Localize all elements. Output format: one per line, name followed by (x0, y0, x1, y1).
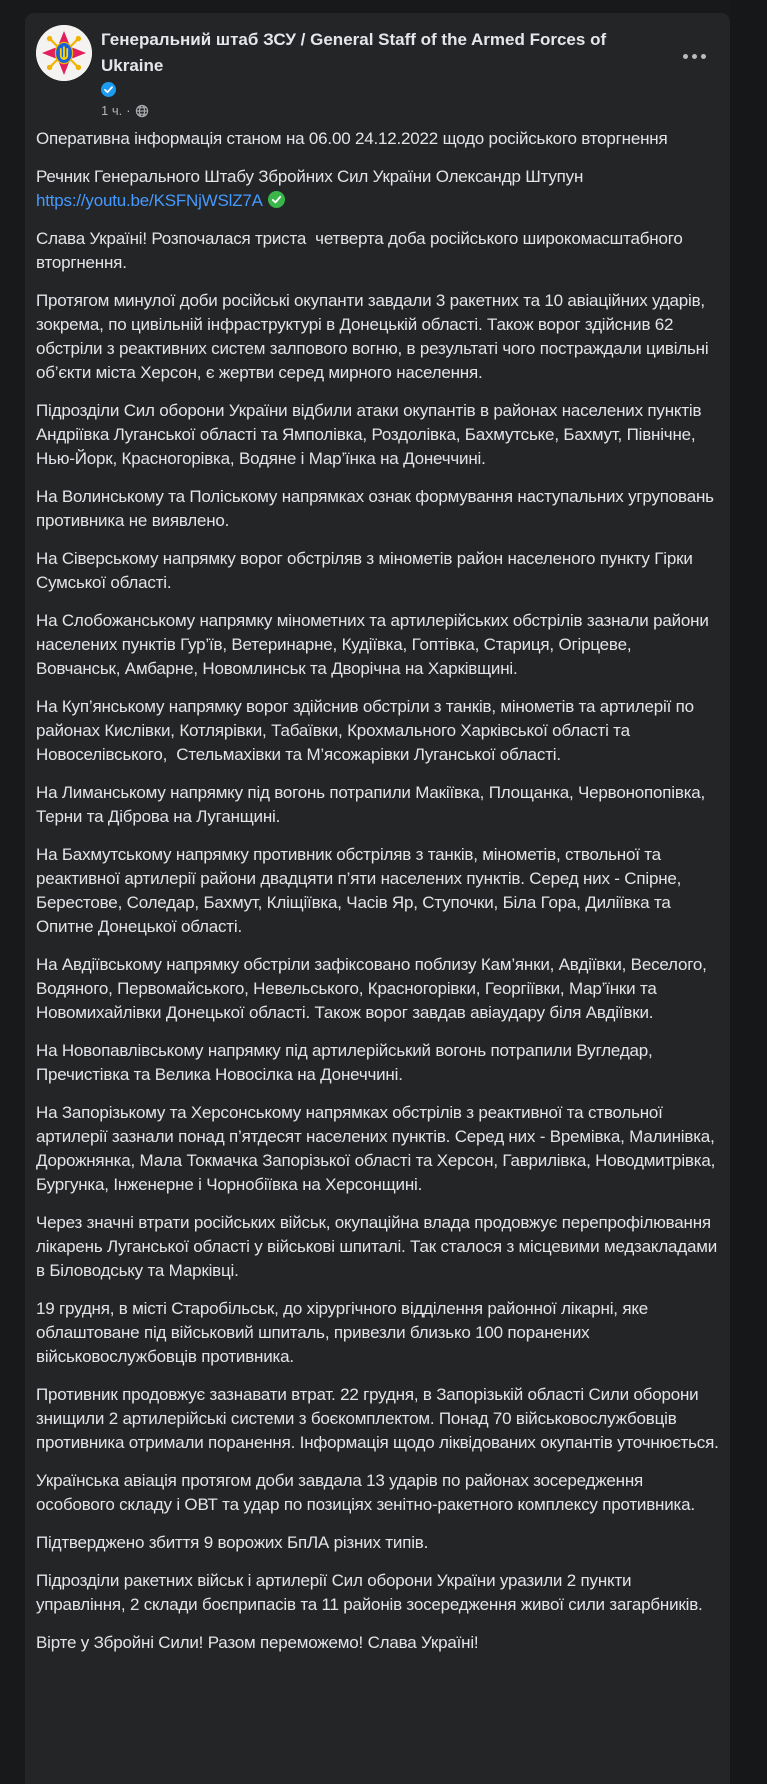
post-paragraph: На Куп’янському напрямку ворог здійснив обстріли з танків, мінометів та артилерії по районах Кислівки, Котлярівки, Табаївки, Крохмального Харківської області та Новоселівського, Стельмахівки та М’ясожарівки Луганської області. (36, 697, 699, 764)
post-text (25, 118, 730, 1655)
post-meta (101, 103, 661, 118)
page-gutter (730, 0, 767, 1784)
speaker-line: Речник Генерального Штабу Збройних Сил України Олександр Штупун (36, 167, 584, 186)
post-paragraph: На Лиманському напрямку під вогонь потрапили Макіївка, Площанка, Червонопопівка, Терни та Діброва на Луганщині. (36, 783, 710, 826)
post-paragraph: Протягом минулої доби російські окупанти завдали 3 ракетних та 10 авіаційних ударів, зокрема, по цивільній інфраструктурі в Донецькій області. Також ворог здійснив 62 обстріли з реактивних систем залпового вогню, в результаті чого постраждали цивільні об’єкти міста Херсон, є жертви серед мирного населення. (36, 291, 713, 382)
post-paragraph: Підрозділи Сил оборони України відбили атаки окупантів в районах населених пунктів Андріївка Луганської області та Ямполівка, Роздолівка, Бахмутське, Бахмут, Північне, Нью-Йорк, Красногорівка, Водяне і Мар’їнка на Донеччині. (36, 401, 706, 468)
globe-icon (135, 104, 149, 118)
post-card (25, 13, 730, 1784)
post-paragraph: На Слобожанському напрямку мінометних та артилерійських обстрілів зазнали райони населених пунктів Гур’їв, Ветеринарне, Кудіївка, Гоптівка, Стариця, Огірцеве, Вовчанськ, Амбарне, Новомлинськ та Дворічна на Харківщині. (36, 611, 714, 678)
post-paragraph: Підтверджено збиття 9 ворожих БпЛА різних типів. (36, 1533, 429, 1552)
youtube-link[interactable]: https://youtu.be/KSFNjWSlZ7A (36, 191, 263, 210)
post-header-info (101, 25, 661, 118)
meta-separator: · (126, 103, 131, 118)
green-check-icon (268, 191, 285, 208)
post-paragraph-speaker (36, 165, 719, 213)
post-paragraph: Підрозділи ракетних військ і артилерії Сил оборони України уразили 2 пункти управління, 2 склади боєприпасів та 11 районів зосередження живої сили загарбників. (36, 1571, 703, 1614)
post-paragraph: Слава Україні! Розпочалася триста четверта доба російського широкомасштабного вторгнення. (36, 229, 688, 272)
ellipsis-icon (692, 54, 697, 59)
page-name-link[interactable]: Генеральний штаб ЗСУ / General Staff of the Armed Forces of Ukraine (101, 30, 607, 75)
post-paragraph: 19 грудня, в місті Старобільськ, до хірургічного відділення районної лікарні, яке облаштоване під військовий шпиталь, привезли близько 100 поранених військовослужбовців противника. (36, 1299, 653, 1366)
avatar[interactable] (36, 25, 92, 81)
post-paragraph: Через значні втрати російських військ, окупаційна влада продовжує перепрофілювання лікарень Луганської області у військові шпиталі. Так сталося з місцевими медзакладами в Біловодську та Марківці. (36, 1213, 722, 1280)
more-options-button[interactable] (676, 40, 712, 72)
post-header (25, 13, 730, 118)
post-paragraph: На Волинському та Поліському напрямках ознак формування наступальних угруповань противника не виявлено. (36, 487, 719, 530)
post-paragraph: На Авдіївському напрямку обстріли зафіксовано поблизу Кам’янки, Авдіївки, Веселого, Водяного, Первомайського, Невельського, Красногорівки, Георгіївки, Мар’їнки та Новомихайлівки Донецької області. Також ворог завдав авіаудару біля Авдіївки. (36, 955, 712, 1022)
post-paragraph: На Сіверському напрямку ворог обстріляв з мінометів район населеного пункту Гірки Сумської області. (36, 549, 698, 592)
verified-badge-icon (101, 82, 661, 98)
post-paragraph: На Новопавлівському напрямку під артилерійський вогонь потрапили Вугледар, Пречистівка та Велика Новосілка на Донеччині. (36, 1041, 658, 1084)
post-paragraph: Українська авіація протягом доби завдала 13 ударів по районах зосередження особового складу і ОВТ та удар по позиціях зенітно-ракетного комплексу противника. (36, 1471, 695, 1514)
post-paragraph-intro: Оперативна інформація станом на 06.00 24.12.2022 щодо російського вторгнення (36, 129, 668, 148)
post-paragraph: На Запорізькому та Херсонському напрямках обстрілів з реактивної та ствольної артилерії зазнали понад п’ятдесят населених пунктів. Серед них - Времівка, Малинівка, Дорожнянка, Мала Токмачка Запорізької області та Херсон, Гаврилівка, Новодмитрівка, Бургунка, Інженерне і Чорнобіївка на Херсонщині. (36, 1103, 720, 1194)
timestamp[interactable]: 1 ч. (101, 103, 123, 118)
general-staff-emblem-icon (36, 25, 92, 81)
post-paragraph: Вірте у Збройні Сили! Разом переможемо! Слава Україні! (36, 1633, 479, 1652)
post-paragraph: На Бахмутському напрямку противник обстріляв з танків, мінометів, ствольної та реактивної артилерії райони двадцяти п’яти населених пунктів. Серед них - Спірне, Берестове, Соледар, Бахмут, Кліщіївка, Часів Яр, Ступочки, Біла Гора, Диліївка та Опитне Донецької області. (36, 845, 686, 936)
post-paragraph: Противник продовжує зазнавати втрат. 22 грудня, в Запорізькій області Сили оборони знищили 2 артилерійські системи з боєкомплектом. Понад 70 військовослужбовців противника отримали поранення. Інформація щодо ліквідованих окупантів уточнюється. (36, 1385, 719, 1452)
